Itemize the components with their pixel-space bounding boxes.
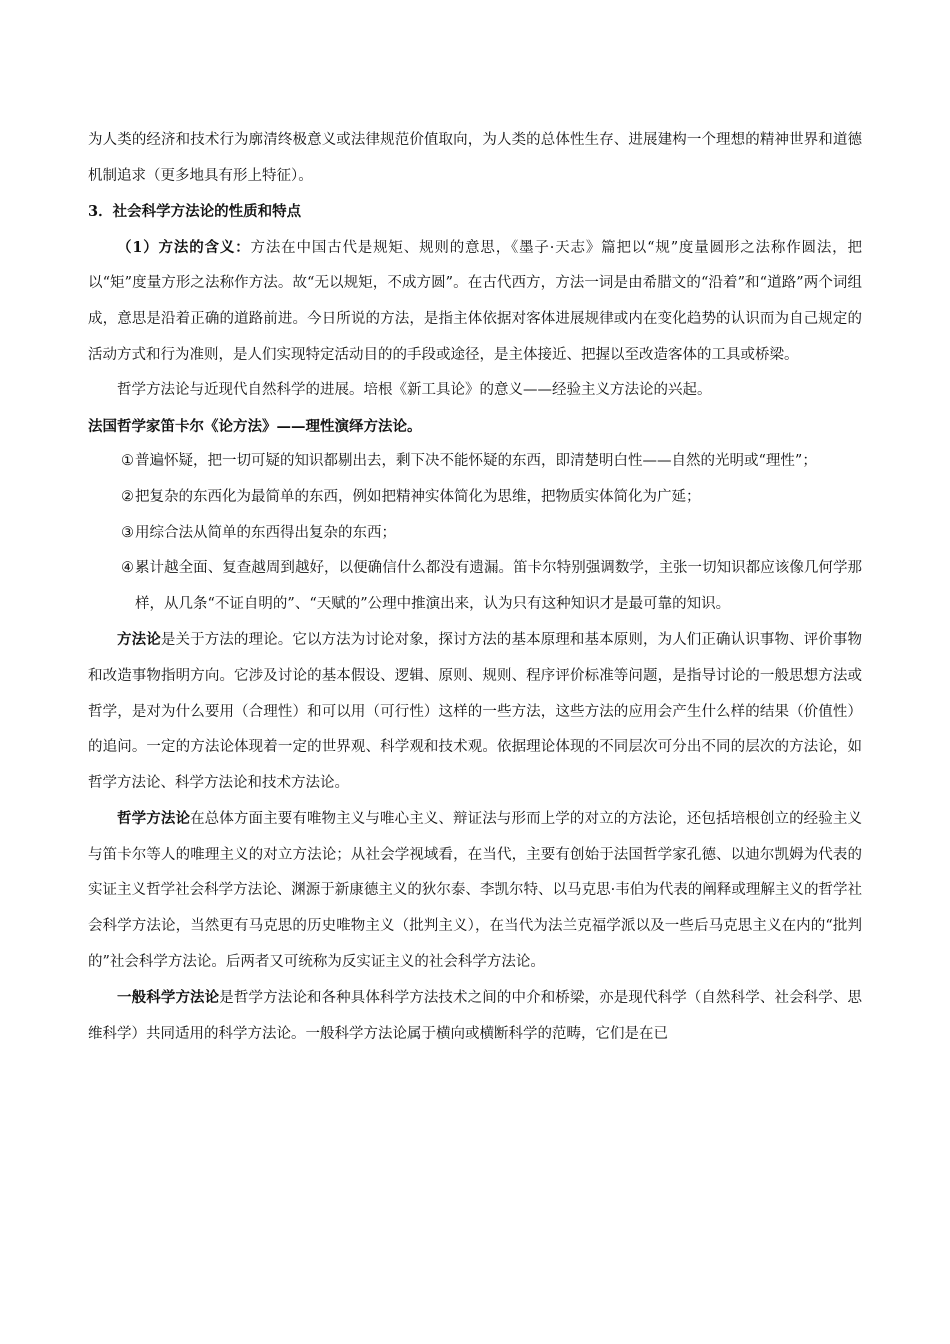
list-number: ④ xyxy=(121,560,134,577)
paragraph-methodology xyxy=(88,622,862,801)
list-text: 普遍怀疑，把一切可疑的知识都剔出去，剩下决不能怀疑的东西，即清楚明白性——自然的光明或“理性”； xyxy=(135,453,817,470)
paragraph-philosophical-methodology xyxy=(88,801,862,980)
paragraph-continuation: 为人类的经济和技术行为廓清终极意义或法律规范价值取向，为人类的总体性生存、进展建构一个理想的精神世界和道德机制追求（更多地具有形上特征）。 xyxy=(88,132,862,184)
paragraph-method-meaning xyxy=(88,230,862,373)
heading-descartes: 法国哲学家笛卡尔《论方法》——理性演绎方法论。 xyxy=(88,417,422,435)
term-general-methodology: 一般科学方法论 xyxy=(117,989,220,1007)
list-number: ② xyxy=(121,488,134,505)
list-item xyxy=(88,551,862,622)
paragraph-text: 在总体方面主要有唯物主义与唯心主义、辩证法与形而上学的对立的方法论，还包括培根创立的经验主义与笛卡尔等人的唯理主义的对立方法论；从社会学视域看，在当代，主要有创始于法国哲学家孔德、以迪尔凯姆为代表的实证主义哲学社会科学方法论、渊源于新康德主义的狄尔泰、李凯尔特、以马克思·韦伯为代表的阐释或理解主义的哲学社会科学方法论，当然更有马克思的历史唯物主义（批判主义），在当代为法兰克福学派以及一些后马克思主义在内的“批判的”社会科学方法论。后两者又可统称为反实证主义的社会科学方法论。 xyxy=(88,811,863,970)
term-methodology: 方法论 xyxy=(117,631,161,649)
list-text: 累计越全面、复查越周到越好，以便确信什么都没有遗漏。笛卡尔特别强调数学，主张一切知识都应该像几何学那样，从几条“不证自明的”、“天赋的”公理中推演出来，认为只有这种知识才是最可靠的知识。 xyxy=(135,560,862,612)
list-text: 把复杂的东西化为最简单的东西，例如把精神实体简化为思维，把物质实体简化为广延； xyxy=(135,488,701,505)
list-number: ③ xyxy=(121,524,134,541)
paragraph-philosophy-science: 哲学方法论与近现代自然科学的进展。培根《新工具论》的意义——经验主义方法论的兴起。 xyxy=(117,382,712,399)
term-method-meaning: （1）方法的含义： xyxy=(117,238,251,256)
document-body xyxy=(88,123,862,1052)
paragraph-text: 是关于方法的理论。它以方法为讨论对象，探讨方法的基本原理和基本原则，为人们正确认识事物、评价事物和改造事物指明方向。它涉及讨论的基本假设、逻辑、原则、规则、程序评价标准等问题，是指导讨论的一般思想方法或哲学，是对为什么要用（合理性）和可以用（可行性）这样的一些方法，这些方法的应用会产生什么样的结果（价值性）的追问。一定的方法论体现着一定的世界观、科学观和技术观。依据理论体现的不同层次可分出不同的层次的方法论，如哲学方法论、科学方法论和技术方法论。 xyxy=(88,632,863,791)
list-item xyxy=(88,516,862,552)
paragraph-text: 方法在中国古代是规矩、规则的意思，《墨子·天志》篇把以“规”度量圆形之法称作圆法，把以“矩”度量方形之法称作方法。故“无以规矩，不成方圆”。在古代西方，方法一词是由希腊文的“沿着”和“道路”两个词组成，意思是沿着正确的道路前进。今日所说的方法，是指主体依据对客体进展规律或内在变化趋势的认识而为自己规定的活动方式和行为准则，是人们实现特定活动目的的手段或途径，是主体接近、把握以至改造客体的工具或桥梁。 xyxy=(88,239,862,363)
list-text: 用综合法从简单的东西得出复杂的东西； xyxy=(135,524,396,541)
paragraph-general-methodology xyxy=(88,980,862,1052)
term-philosophical-methodology: 哲学方法论 xyxy=(117,810,191,828)
section-heading-3: 3．社会科学方法论的性质和特点 xyxy=(88,203,302,221)
list-item xyxy=(88,480,862,516)
list-number: ① xyxy=(121,453,134,470)
paragraph-text: 是哲学方法论和各种具体科学方法技术之间的中介和桥梁，亦是现代科学（自然科学、社会科学、思维科学）共同适用的科学方法论。一般科学方法论属于横向或横断科学的范畴，它们是在已 xyxy=(88,990,863,1042)
list-item xyxy=(88,444,862,480)
